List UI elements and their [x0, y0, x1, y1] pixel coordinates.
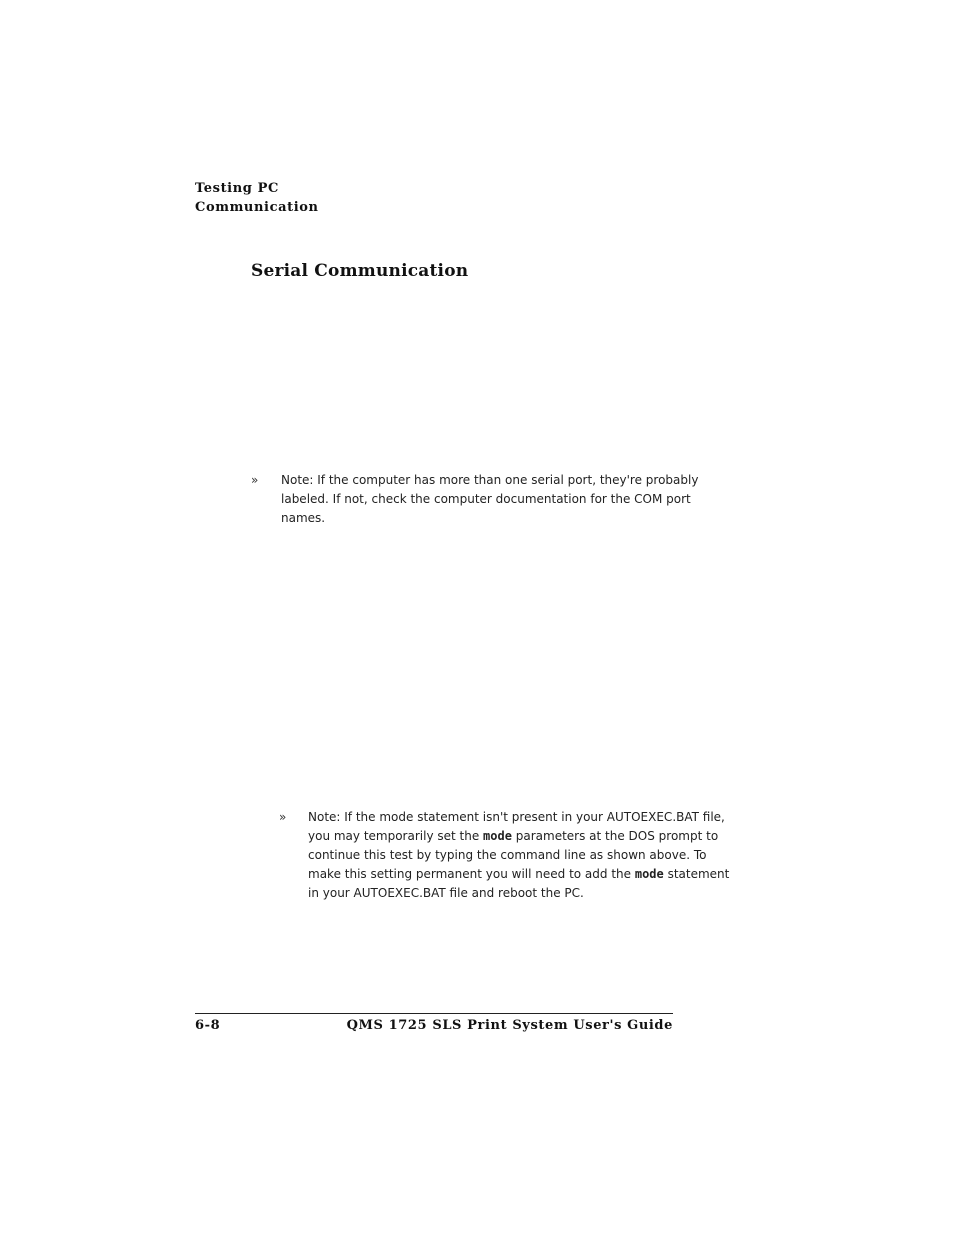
note-text-part-1: Note: If the mode statement isn't present in your AUTOEXEC.BAT file, you may temporarily set the: [308, 810, 725, 843]
note-mode-statement: [279, 808, 739, 903]
running-head-line-2: Communication: [195, 200, 319, 215]
section-title: Serial Communication: [251, 261, 469, 281]
running-head-line-1: Testing PC: [195, 181, 279, 196]
mode-command: mode: [483, 829, 512, 843]
note-text: Note: If the computer has more than one serial port, they're probably labeled. If not, check the computer documentation for the COM port names.: [281, 473, 699, 525]
note-text-part-2: parameters at the DOS prompt to continue this test by typing the command line as shown above. To make this setting permanent you will need to add the: [308, 829, 719, 881]
mode-command: mode: [634, 867, 664, 881]
note-marker-icon: »: [279, 810, 287, 824]
note-text: [279, 808, 739, 903]
page-number: 6-8: [195, 1018, 221, 1033]
note-marker-icon: »: [251, 473, 259, 487]
footer-rule: [195, 1013, 673, 1014]
note-text-part-3: statement in your AUTOEXEC.BAT file and reboot the PC.: [308, 867, 730, 900]
guide-title: QMS 1725 SLS Print System User's Guide: [346, 1018, 673, 1033]
running-head: [195, 179, 319, 217]
note-serial-port: [251, 471, 721, 528]
